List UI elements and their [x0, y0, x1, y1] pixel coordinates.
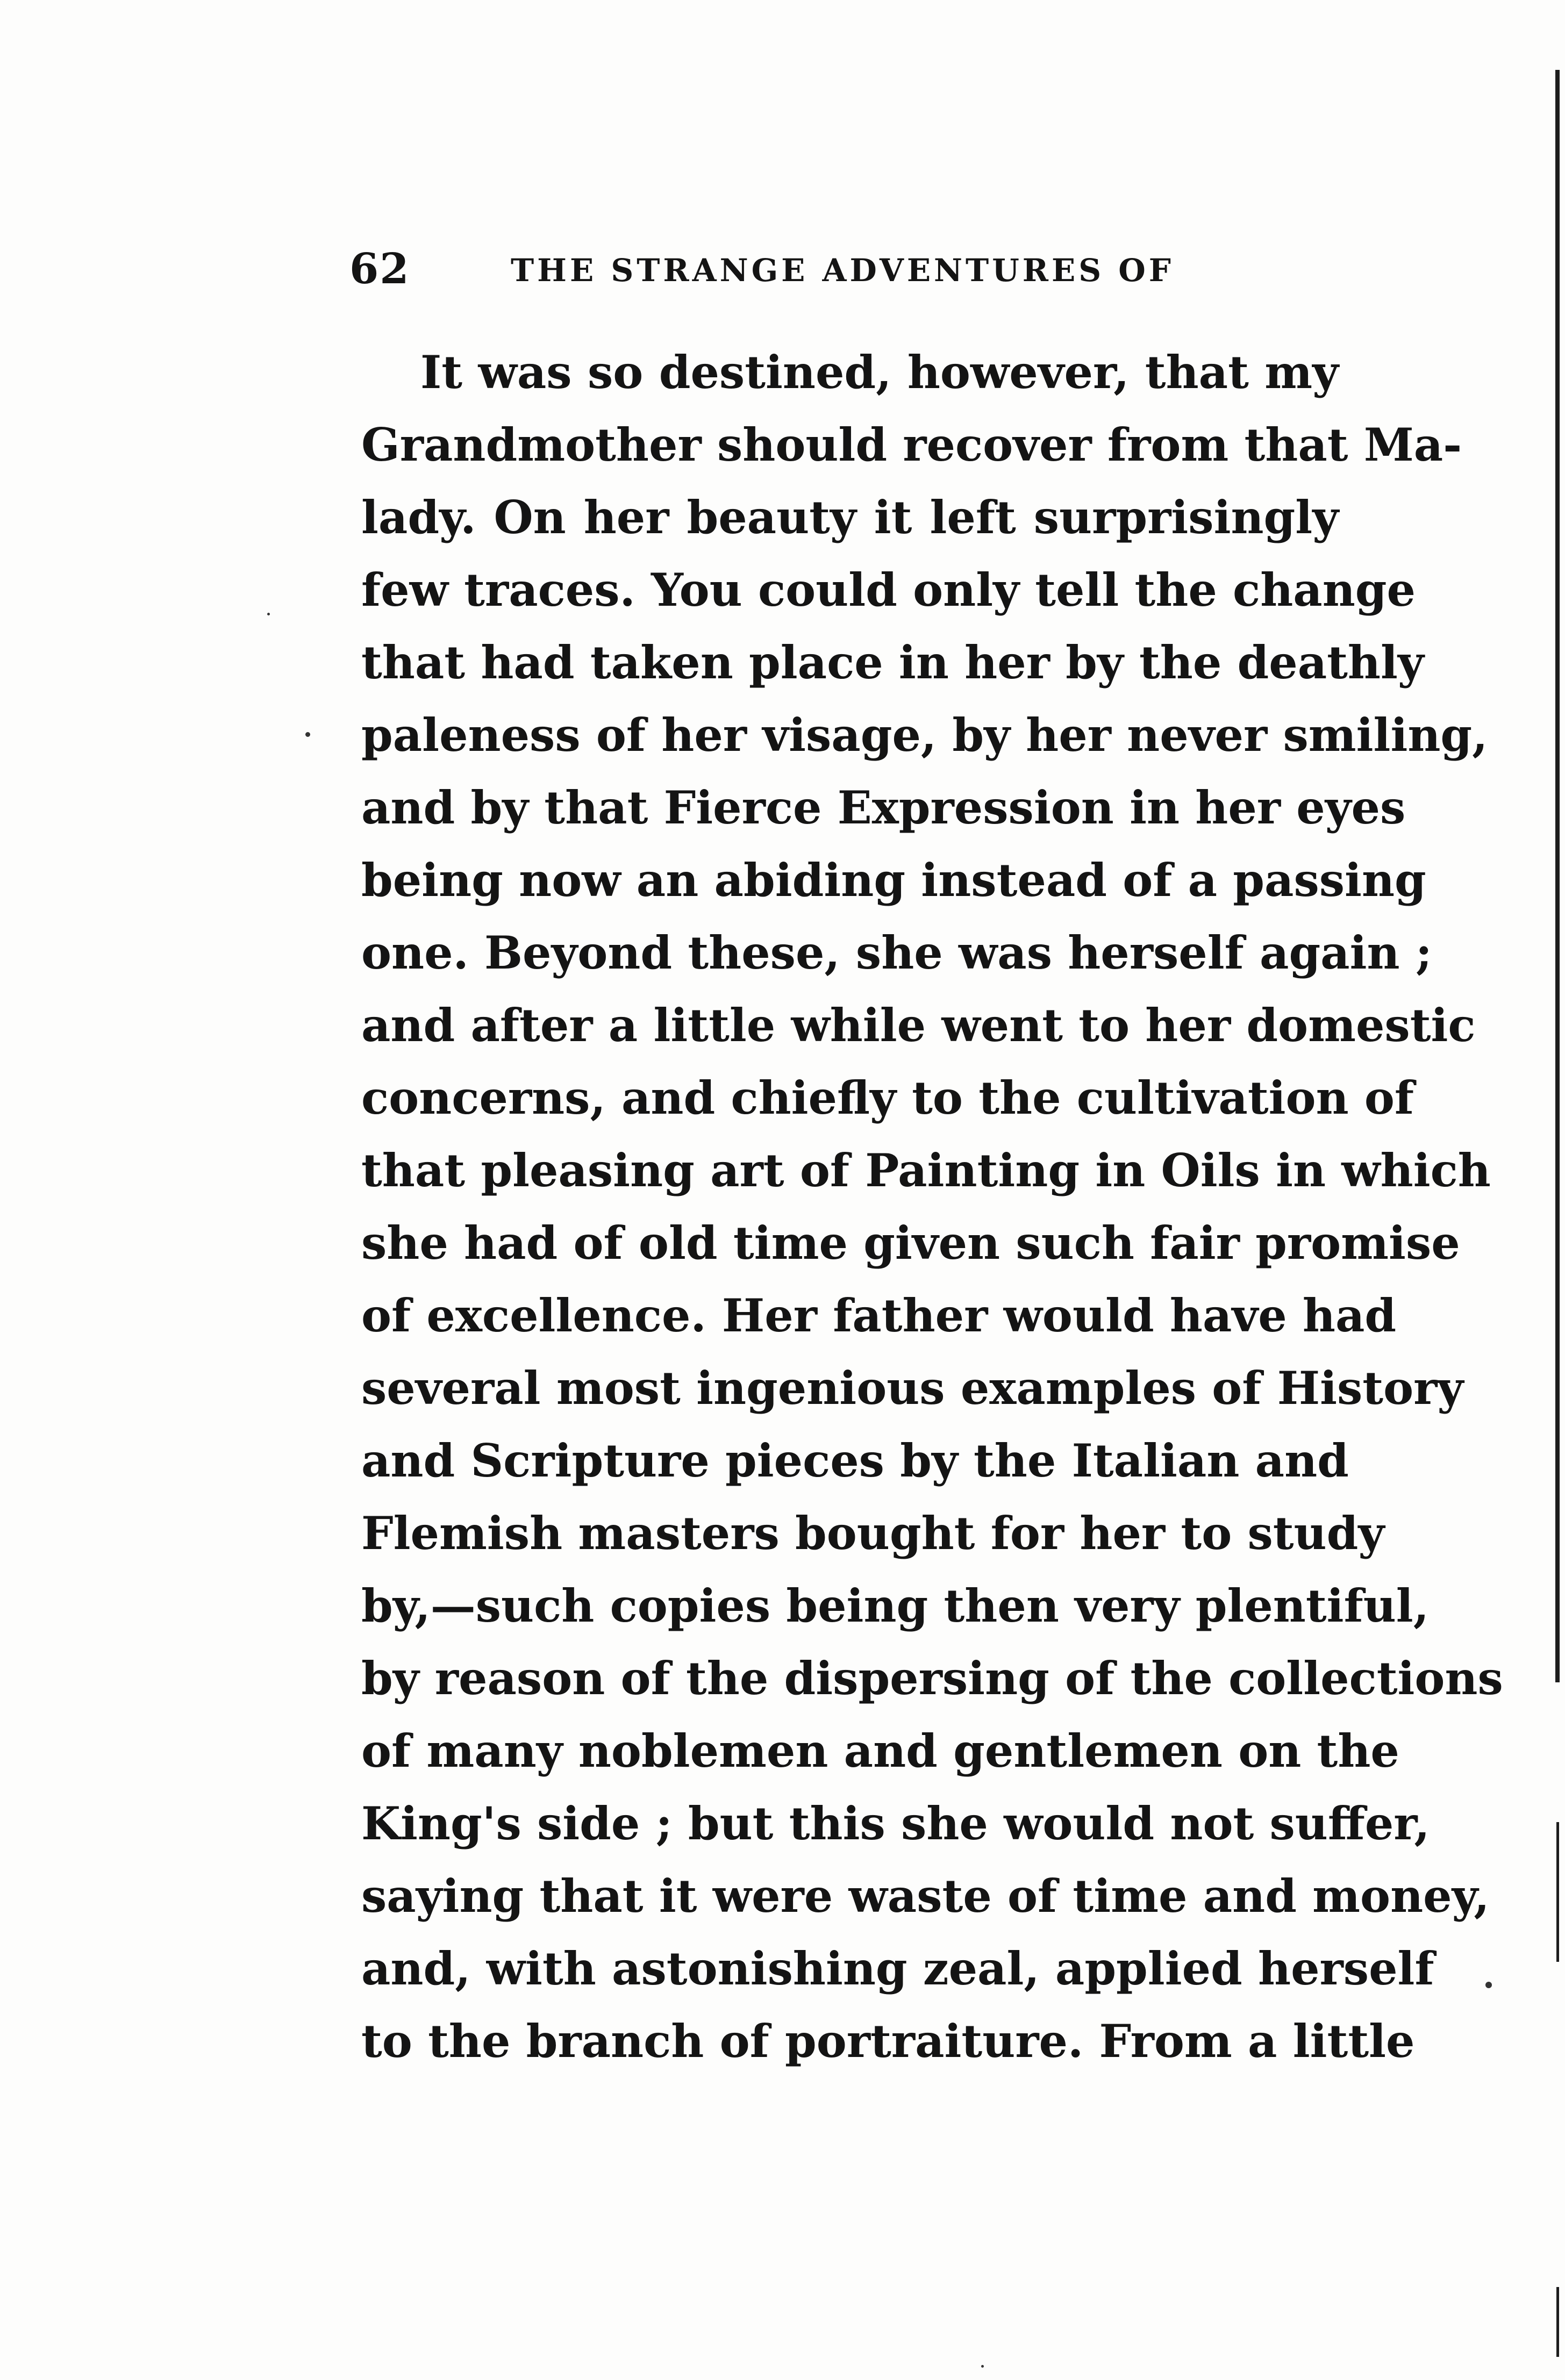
text-line: and, with astonishing zeal, applied herself	[361, 1942, 1434, 1995]
text-line: and Scripture pieces by the Italian and	[361, 1434, 1349, 1487]
text-line: of excellence. Her father would have had	[361, 1289, 1397, 1342]
text-line: King's side ; but this she would not suffer,	[361, 1797, 1430, 1850]
page-number: 62	[349, 245, 410, 293]
page-edge-shadow	[1556, 2287, 1559, 2357]
scan-speck	[1485, 1982, 1492, 1988]
running-title: THE STRANGE ADVENTURES OF	[511, 252, 1174, 289]
page-header	[349, 245, 1371, 309]
text-line: that had taken place in her by the deathly	[361, 636, 1424, 689]
text-line: It was so destined, however, that my	[420, 346, 1339, 399]
text-line: Flemish masters bought for her to study	[361, 1507, 1385, 1560]
text-line: of many noblemen and gentlemen on the	[361, 1724, 1399, 1777]
text-line: concerns, and chiefly to the cultivation of	[361, 1071, 1414, 1124]
text-line: she had of old time given such fair promise	[361, 1216, 1460, 1270]
text-line: being now an abiding instead of a passing	[361, 854, 1426, 907]
text-line: and after a little while went to her domestic	[361, 999, 1476, 1052]
text-line: and by that Fierce Expression in her eyes	[361, 781, 1406, 834]
text-line: Grandmother should recover from that Ma-	[361, 418, 1462, 471]
text-line: by,—such copies being then very plentiful,	[361, 1579, 1429, 1632]
text-line: few traces. You could only tell the change	[361, 563, 1416, 616]
scan-speck	[305, 732, 310, 737]
page-edge-shadow	[1556, 1822, 1559, 1962]
scan-speck	[267, 613, 270, 615]
text-line: paleness of her visage, by her never smiling,	[361, 708, 1488, 762]
text-line: that pleasing art of Painting in Oils in which	[361, 1144, 1491, 1197]
body-text	[361, 336, 1503, 2077]
text-line: by reason of the dispersing of the collections	[361, 1652, 1503, 1705]
text-line: saying that it were waste of time and money,	[361, 1869, 1490, 1923]
text-line: to the branch of portraiture. From a little	[361, 2015, 1415, 2068]
text-line: several most ingenious examples of History	[361, 1361, 1464, 1415]
text-line: one. Beyond these, she was herself again ;	[361, 926, 1432, 979]
text-line: lady. On her beauty it left surprisingly	[361, 491, 1339, 544]
scan-speck	[981, 2365, 984, 2368]
page-edge-shadow	[1555, 70, 1560, 1682]
